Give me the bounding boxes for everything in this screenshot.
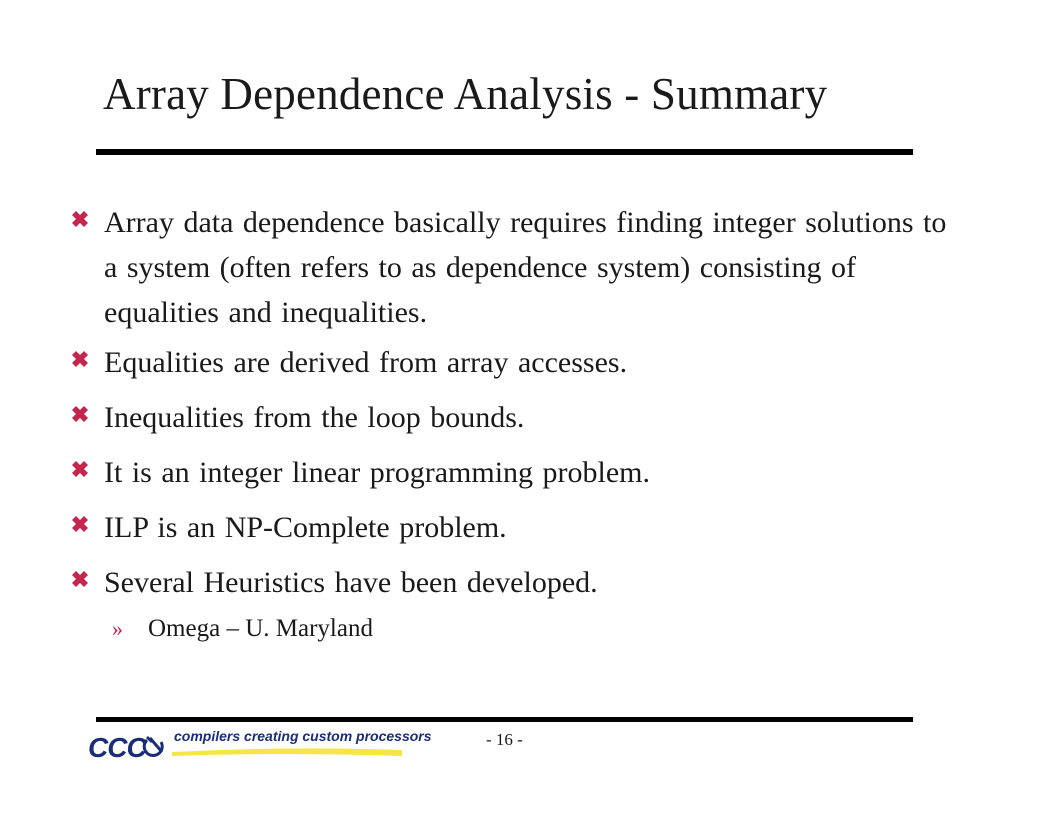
bullet-text: ILP is an NP-Complete problem. (104, 511, 507, 544)
bullet-item (104, 505, 954, 550)
slide-title: Array Dependence Analysis - Summary (103, 69, 828, 119)
bullet-text: It is an integer linear programming problem. (104, 456, 651, 489)
ccc-logo (88, 728, 432, 764)
bullet-text: Inequalities from the loop bounds. (104, 401, 525, 434)
bullet-item (104, 395, 954, 440)
footer-divider (96, 717, 913, 722)
bullet-text: Array data dependence basically requires finding integer solutions to a system (often refers to as dependence system) consisting of equalities and inequalities. (104, 206, 947, 329)
logo-tagline: compilers creating custom processors (174, 728, 432, 744)
bullet-text: Equalities are derived from array accesses. (104, 346, 628, 379)
bullet-item (104, 340, 954, 385)
bullet-text: Several Heuristics have been developed. (104, 566, 598, 599)
diamond-bullet-icon (72, 211, 88, 227)
sub-bullet-text: Omega – U. Maryland (148, 615, 373, 642)
page-number: - 16 - (486, 730, 523, 749)
logo-letters: CCC (88, 732, 146, 763)
diamond-bullet-icon (72, 406, 88, 422)
bullet-item (104, 560, 954, 605)
bullet-item (104, 200, 954, 335)
sub-bullet-item (112, 609, 373, 649)
diamond-bullet-icon (72, 516, 88, 532)
hammer-sickle-icon (142, 734, 166, 760)
diamond-bullet-icon (72, 571, 88, 587)
logo-swoosh (172, 746, 402, 756)
sub-bullet-marker: » (112, 616, 123, 641)
bullet-item (104, 450, 954, 495)
diamond-bullet-icon (72, 461, 88, 477)
diamond-bullet-icon (72, 351, 88, 367)
title-divider (96, 149, 913, 155)
